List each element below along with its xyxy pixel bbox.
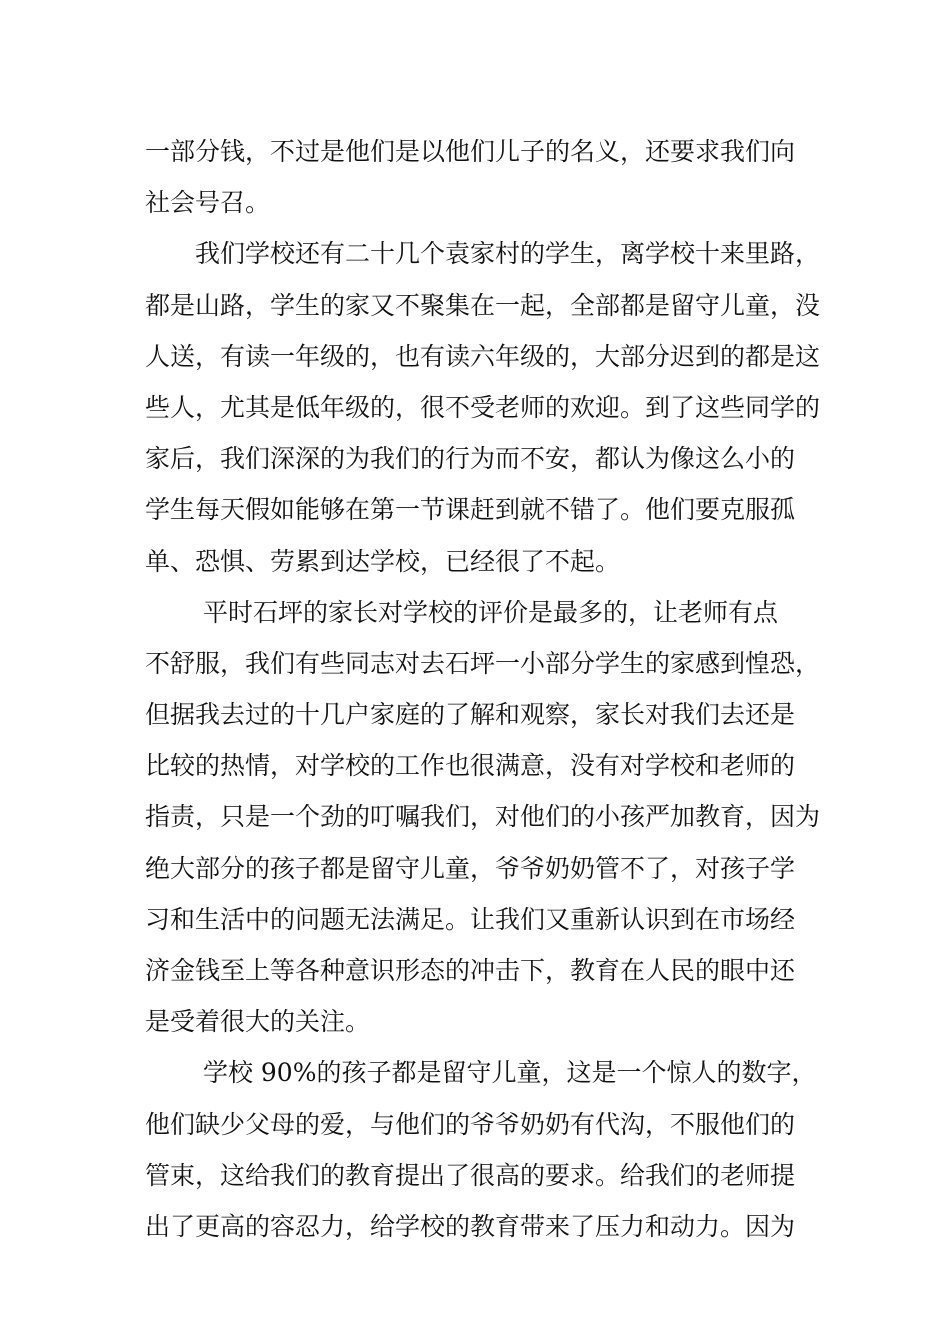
- text-line: 出了更高的容忍力，给学校的教育带来了压力和动力。因为: [145, 1211, 796, 1241]
- document-body: [145, 126, 825, 1252]
- text-line: 家后，我们深深的为我们的行为而不安，都认为像这么小的: [145, 444, 796, 474]
- text-line: 管束，这给我们的教育提出了很高的要求。给我们的老师提: [145, 1160, 796, 1190]
- text-line: 都是山路，学生的家又不聚集在一起，全部都是留守儿童，没: [145, 290, 821, 320]
- text-line: 社会号召。: [145, 188, 271, 218]
- text-line: 习和生活中的问题无法满足。让我们又重新认识到在市场经: [145, 904, 796, 934]
- text-line: 绝大部分的孩子都是留守儿童，爷爷奶奶管不了，对孩子学: [145, 853, 796, 883]
- text-line: 我们学校还有二十几个袁家村的学生，离学校十来里路，: [145, 239, 821, 269]
- text-line: 学校 90%的孩子都是留守儿童，这是一个惊人的数字，: [145, 1058, 817, 1088]
- text-line: 人送，有读一年级的，也有读六年级的，大部分迟到的都是这: [145, 341, 821, 371]
- text-line: 济金钱至上等各种意识形态的冲击下，教育在人民的眼中还: [145, 956, 796, 985]
- text-line: 他们缺少父母的爱，与他们的爷爷奶奶有代沟，不服他们的: [145, 1109, 796, 1139]
- text-line: 学生每天假如能够在第一节课赶到就不错了。他们要克服孤: [145, 495, 796, 525]
- text-line: 不舒服，我们有些同志对去石坪一小部分学生的家感到惶恐，: [145, 648, 821, 678]
- text-line: 是受着很大的关注。: [145, 1007, 371, 1037]
- text-line: 一部分钱，不过是他们是以他们儿子的名义，还要求我们向: [145, 137, 796, 166]
- text-line: 指责，只是一个劲的叮嘱我们，对他们的小孩严加教育，因为: [145, 802, 821, 832]
- text-line: 单、恐惧、劳累到达学校，已经很了不起。: [145, 546, 621, 576]
- text-line: 平时石坪的家长对学校的评价是最多的，让老师有点: [145, 597, 778, 627]
- text-line: 但据我去过的十几户家庭的了解和观察，家长对我们去还是: [145, 700, 796, 730]
- text-line: 比较的热情，对学校的工作也很满意，没有对学校和老师的: [145, 751, 796, 781]
- text-line: 些人，尤其是低年级的，很不受老师的欢迎。到了这些同学的: [145, 392, 821, 422]
